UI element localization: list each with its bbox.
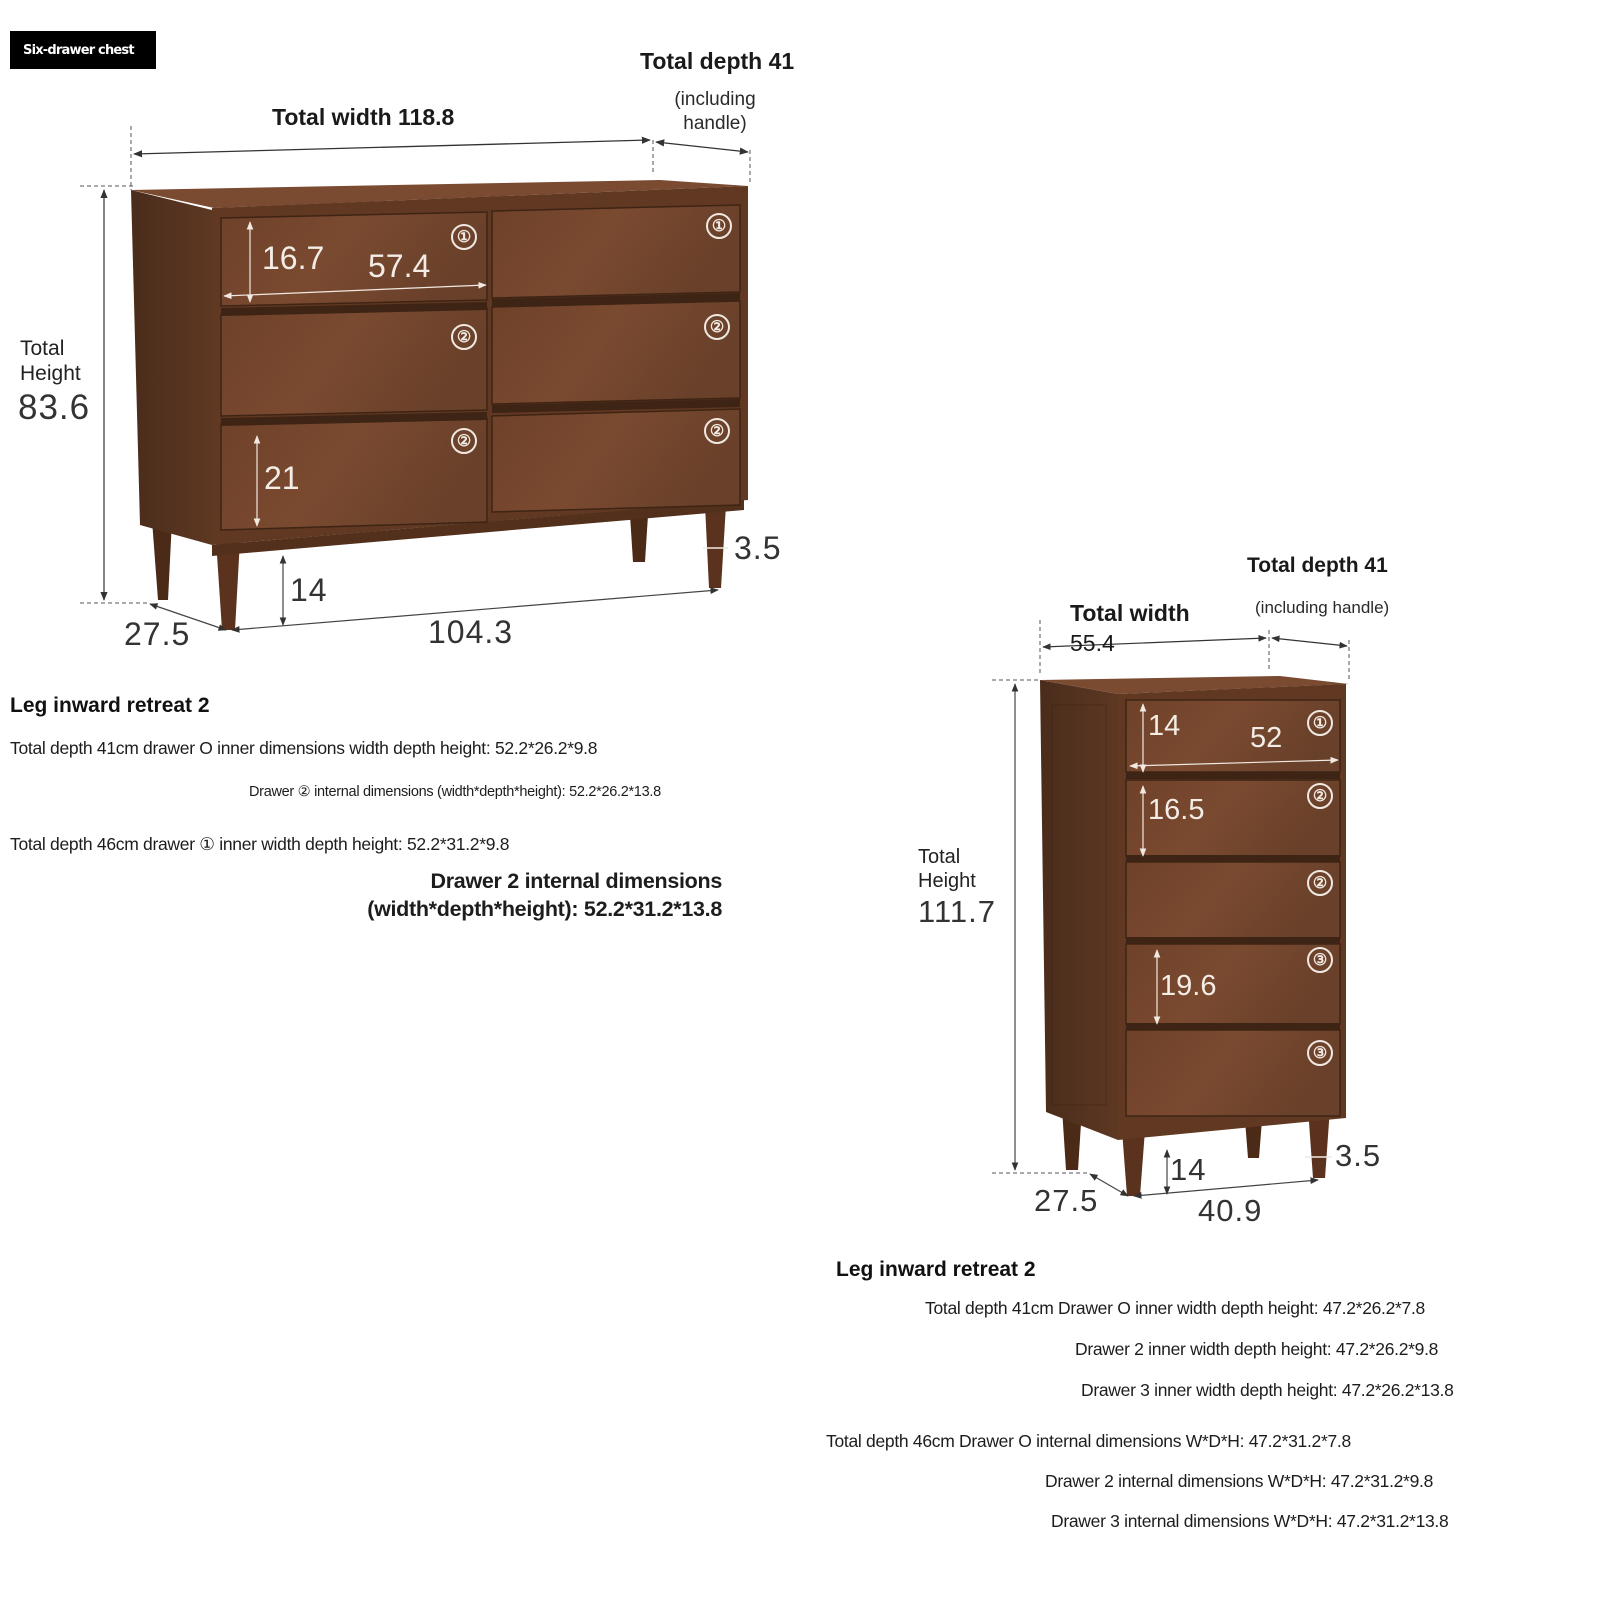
tall-drawer-type-badge: ① <box>1307 710 1333 736</box>
tall-total-height-word2: Height <box>918 870 976 892</box>
total-height-word1: Total <box>20 337 65 360</box>
tall-leg-thickness: 3.5 <box>1335 1138 1382 1173</box>
tall-drawer4-height: 19.6 <box>1160 970 1217 1002</box>
total-width-arrow <box>134 140 650 154</box>
spec-line: Total depth 41cm drawer O inner dimensions width depth height: 52.2*26.2*9.8 <box>10 738 598 758</box>
leg-thickness: 3.5 <box>734 530 782 566</box>
tall-drawer2-height: 16.5 <box>1148 794 1205 826</box>
drawer-width: 57.4 <box>368 248 431 284</box>
drawer-type-badge: ② <box>451 324 477 350</box>
drawer-type-badge: ② <box>451 428 477 454</box>
spec-line: Drawer ② internal dimensions (width*depth*height): 52.2*26.2*13.8 <box>249 784 661 800</box>
tall-spec-line: Total depth 41cm Drawer O inner width depth height: 47.2*26.2*7.8 <box>925 1298 1425 1318</box>
tall-drawer-type-badge: ② <box>1307 783 1333 809</box>
drawer-type-badge: ① <box>706 213 732 239</box>
tall-drawer-type-badge: ③ <box>1307 1040 1333 1066</box>
drawer-height-bottom: 21 <box>264 460 300 496</box>
drawer-type-badge: ① <box>451 224 477 250</box>
tall-base-width: 40.9 <box>1198 1193 1263 1228</box>
base-width: 104.3 <box>428 614 514 650</box>
tall-spec-line: Drawer 2 inner width depth height: 47.2*26.2*9.8 <box>1075 1339 1439 1359</box>
total-height-word2: Height <box>20 362 81 385</box>
total-depth-label: Total depth 41 <box>640 48 795 74</box>
tall-total-depth-note: (including handle) <box>1255 598 1390 617</box>
spec-line: (width*depth*height): 52.2*31.2*13.8 <box>367 897 722 921</box>
total-depth-arrow <box>656 142 748 152</box>
tall-drawer-type-badge: ② <box>1307 870 1333 896</box>
tall-drawer-width: 52 <box>1250 722 1283 754</box>
total-depth-note: (including handle) <box>674 89 756 134</box>
spec-line: Total depth 46cm drawer ① inner width depth height: 52.2*31.2*9.8 <box>10 834 510 854</box>
tall-spec-line: Total depth 46cm Drawer O internal dimensions W*D*H: 47.2*31.2*7.8 <box>826 1431 1351 1451</box>
tall-spec-line: Drawer 2 internal dimensions W*D*H: 47.2*31.2*9.8 <box>1045 1471 1433 1491</box>
tall-leg-height: 14 <box>1170 1152 1207 1187</box>
spec-line: Drawer 2 internal dimensions <box>430 869 722 893</box>
leg-height: 14 <box>290 572 328 608</box>
tall-base-depth: 27.5 <box>1034 1183 1099 1218</box>
tall-total-height-value: 111.7 <box>918 894 996 929</box>
tall-drawer1-height: 14 <box>1148 710 1181 742</box>
tall-spec-line: Drawer 3 internal dimensions W*D*H: 47.2*31.2*13.8 <box>1051 1511 1449 1531</box>
tall-total-width-word: Total width <box>1070 600 1190 626</box>
tall-total-width-value: 55.4 <box>1070 630 1115 656</box>
drawer-type-badge: ② <box>704 314 730 340</box>
tall-total-height-word1: Total <box>918 846 961 868</box>
tall-total-depth-label: Total depth 41 <box>1247 554 1388 577</box>
base-depth: 27.5 <box>124 616 191 652</box>
tall-spec-line: Drawer 3 inner width depth height: 47.2*26.2*13.8 <box>1081 1380 1454 1400</box>
tall-spec-heading: Leg inward retreat 2 <box>836 1258 1036 1281</box>
total-height-value: 83.6 <box>18 388 91 427</box>
spec-heading: Leg inward retreat 2 <box>10 694 210 717</box>
tall-drawer-type-badge: ③ <box>1307 947 1333 973</box>
total-width-label: Total width 118.8 <box>272 104 455 130</box>
drawer-type-badge: ② <box>704 418 730 444</box>
drawer-height-top: 16.7 <box>262 240 325 276</box>
product-title: Six-drawer chest <box>23 42 134 58</box>
